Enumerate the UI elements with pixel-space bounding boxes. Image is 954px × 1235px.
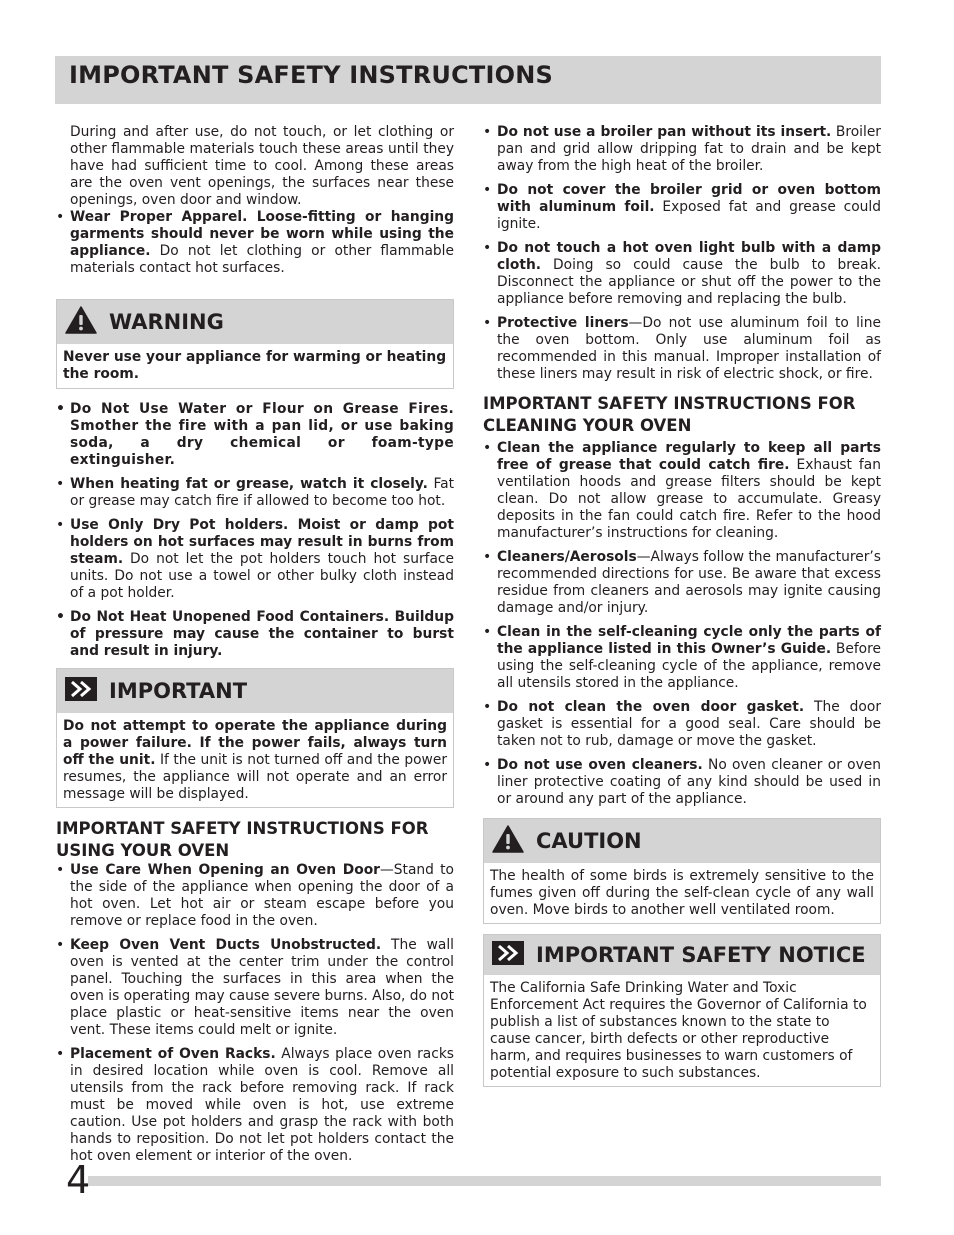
bullet-text: Broiler pan and grid allow dripping fat to drain and be kept away from the high heat of the broiler. — [497, 124, 881, 174]
warning-box-header — [57, 300, 453, 344]
page-header — [55, 56, 881, 104]
bullet-bold: Do not clean the oven door gasket. — [497, 699, 805, 715]
bullet-heating-fat — [56, 476, 454, 510]
bullet-bold: Placement of Oven Racks. — [70, 1046, 276, 1062]
bullet-bold: Do not use a broiler pan without its insert. — [497, 124, 832, 140]
bullet-bold: Use Only Dry Pot holders. Moist or damp pot holders on hot surfaces may result in burns from steam. — [70, 517, 454, 567]
bullet-broiler-grid — [483, 182, 881, 233]
bullet-opening-door — [56, 862, 454, 930]
bullet-unopened-containers: • Do Not Heat Unopened Food Containers. Buildup of pressure may cause the container to burst and result in injury. — [56, 609, 454, 660]
bullet-dry-pot-holders — [56, 517, 454, 602]
bullet-bold: Wear Proper Apparel. Loose-fitting or hanging garments should never be worn while using the appliance. — [70, 209, 454, 259]
cleaning-oven-heading: IMPORTANT SAFETY INSTRUCTIONS FOR CLEANING YOUR OVEN — [483, 394, 856, 435]
bullet-text: No oven cleaner or oven liner protective coating of any kind should be used in or around any part of the appliance. — [497, 757, 881, 807]
bullet-text: The wall oven is vented at the center trim under the control panel. Touching the surfaces in this area when the oven is operating may cause severe burns. Also, do not place plastic or heat-sensitive items near the oven vent. These items could melt or ignite. — [70, 937, 454, 1038]
using-oven-heading: IMPORTANT SAFETY INSTRUCTIONS FOR USING YOUR OVEN — [56, 819, 429, 860]
caution-body: The health of some birds is extremely sensitive to the fumes given off during the self-clean cycle of any wall oven. Move birds to another well ventilated room. — [490, 868, 874, 918]
safety-notice-box — [483, 934, 881, 1087]
bullet-door-gasket — [483, 699, 881, 750]
bullet-text: Exhaust fan ventilation hoods and grease filters should be kept clean. Do not allow grease to accumulate. Greasy deposits in the fan could catch fire. Refer to the hood manufacturer’s instructions for cleaning. — [497, 457, 881, 541]
important-body-bold: Do not attempt to operate the appliance during a power failure. If the power fails, always turn off the unit. — [63, 718, 447, 768]
bullet-bold: Cleaners/Aerosols — [497, 549, 637, 565]
page-title: IMPORTANT SAFETY INSTRUCTIONS — [69, 61, 553, 89]
caution-title: CAUTION — [536, 829, 642, 853]
bullet-text: —Stand to the side of the appliance when opening the door of a hot oven. Let hot air or steam escape before you remove or replace food in the oven. — [70, 862, 454, 929]
caution-box-header — [484, 819, 880, 863]
bullet-wear-proper-apparel — [56, 209, 454, 277]
page-number: 4 — [66, 1158, 91, 1202]
bullet-text: Always place oven racks in desired location while oven is cool. Remove all utensils from the rack before removing rack. If rack must be moved while oven is hot, use extreme caution. Use pot holders and grasp the rack with both hands to reposition. Do not let pot holders contact the hot oven element or interior of the oven. — [70, 1046, 454, 1164]
bullet-bold: Do not touch a hot oven light bulb with a damp cloth. — [497, 240, 881, 273]
bullet-text: The door gasket is essential for a good seal. Care should be taken not to rub, damage or move the gasket. — [497, 699, 881, 749]
bullet-bold: Keep Oven Vent Ducts Unobstructed. — [70, 937, 382, 953]
safety-notice-body: The California Safe Drinking Water and Toxic Enforcement Act requires the Governor of California to publish a list of substances known to the state to cause cancer, birth defects or other reproductive harm, and requires businesses to warn customers of potential exposure to such substances. — [490, 980, 867, 1081]
bullet-text: Before using the self-cleaning cycle of the appliance, remove all utensils stored in the appliance. — [497, 641, 881, 691]
bullet-vent-ducts — [56, 937, 454, 1039]
caution-box — [483, 818, 881, 924]
important-body-text: If the unit is not turned off and the power resumes, the appliance will not operate and an error message will be displayed. — [63, 752, 447, 802]
bullet-text: —Do not use aluminum foil to line the oven bottom. Only use aluminum foil as recommended in this manual. Improper installation of these liners may result in risk of electric shock, or fire. — [497, 315, 881, 382]
important-title: IMPORTANT — [109, 679, 248, 703]
bullet-text: Fat or grease may catch fire if allowed to become too hot. — [70, 476, 454, 509]
bullet-cleaners-aerosols — [483, 549, 881, 617]
bullet-self-cleaning — [483, 624, 881, 692]
bullet-clean-regularly — [483, 440, 881, 542]
left-column — [56, 124, 454, 1165]
bullet-text: Doing so could cause the bulb to break. Disconnect the appliance or shut off the power to the appliance before removing and replacing the bulb. — [497, 257, 881, 307]
bullet-light-bulb — [483, 240, 881, 308]
bullet-bold: Clean in the self-cleaning cycle only the parts of the appliance listed in this Owner’s Guide. — [497, 624, 881, 657]
important-body — [57, 713, 453, 807]
warning-triangle-icon — [492, 825, 524, 857]
bullet-text: —Always follow the manufacturer’s recommended directions for use. Be aware that excess residue from cleaners and aerosols may ignite causing damage and/or injury. — [497, 549, 881, 616]
warning-title: WARNING — [109, 310, 224, 334]
bullet-text: Exposed fat and grease could ignite. — [497, 199, 882, 232]
bullet-bold: Protective liners — [497, 315, 629, 331]
bullet-text: Do not let the pot holders touch hot surface units. Do not use a towel or other bulky cloth instead of a pot holder. — [70, 551, 454, 601]
bullet-text: Do not let clothing or other flammable materials contact hot surfaces. — [70, 243, 454, 276]
bullet-oven-racks — [56, 1046, 454, 1165]
important-box-header — [57, 669, 453, 713]
bullet-protective-liners — [483, 315, 881, 383]
bullet-bold: Clean the appliance regularly to keep all parts free of grease that could catch fire. — [497, 440, 881, 473]
warning-box — [56, 299, 454, 389]
bullet-bold: Use Care When Opening an Oven Door — [70, 862, 380, 878]
footer-bar — [88, 1176, 881, 1186]
bullet-bold: When heating fat or grease, watch it closely. — [70, 476, 428, 492]
warning-triangle-icon — [65, 306, 97, 338]
arrow-right-icon — [65, 677, 97, 705]
arrow-right-icon — [492, 941, 524, 969]
bullet-bold: Do not cover the broiler grid or oven bottom with aluminum foil. — [497, 182, 881, 215]
warning-body: Never use your appliance for warming or heating the room. — [63, 349, 447, 382]
bullet-bold: Do not use oven cleaners. — [497, 757, 703, 773]
bullet-oven-cleaners — [483, 757, 881, 808]
right-column — [483, 124, 881, 1087]
important-box — [56, 668, 454, 808]
bullet-broiler-pan — [483, 124, 881, 175]
bullet-grease-fires: • Do Not Use Water or Flour on Grease Fires. Smother the fire with a pan lid, or use baking soda, a dry chemical or foam-type extinguisher. — [56, 401, 454, 469]
safety-notice-header — [484, 935, 880, 975]
safety-notice-title: IMPORTANT SAFETY NOTICE — [536, 943, 866, 967]
intro-paragraph: During and after use, do not touch, or let clothing or other flammable materials touch these areas until they have had sufficient time to cool. Among these areas are the oven vent openings, the surfaces near these openings, oven door and window. — [70, 124, 454, 208]
